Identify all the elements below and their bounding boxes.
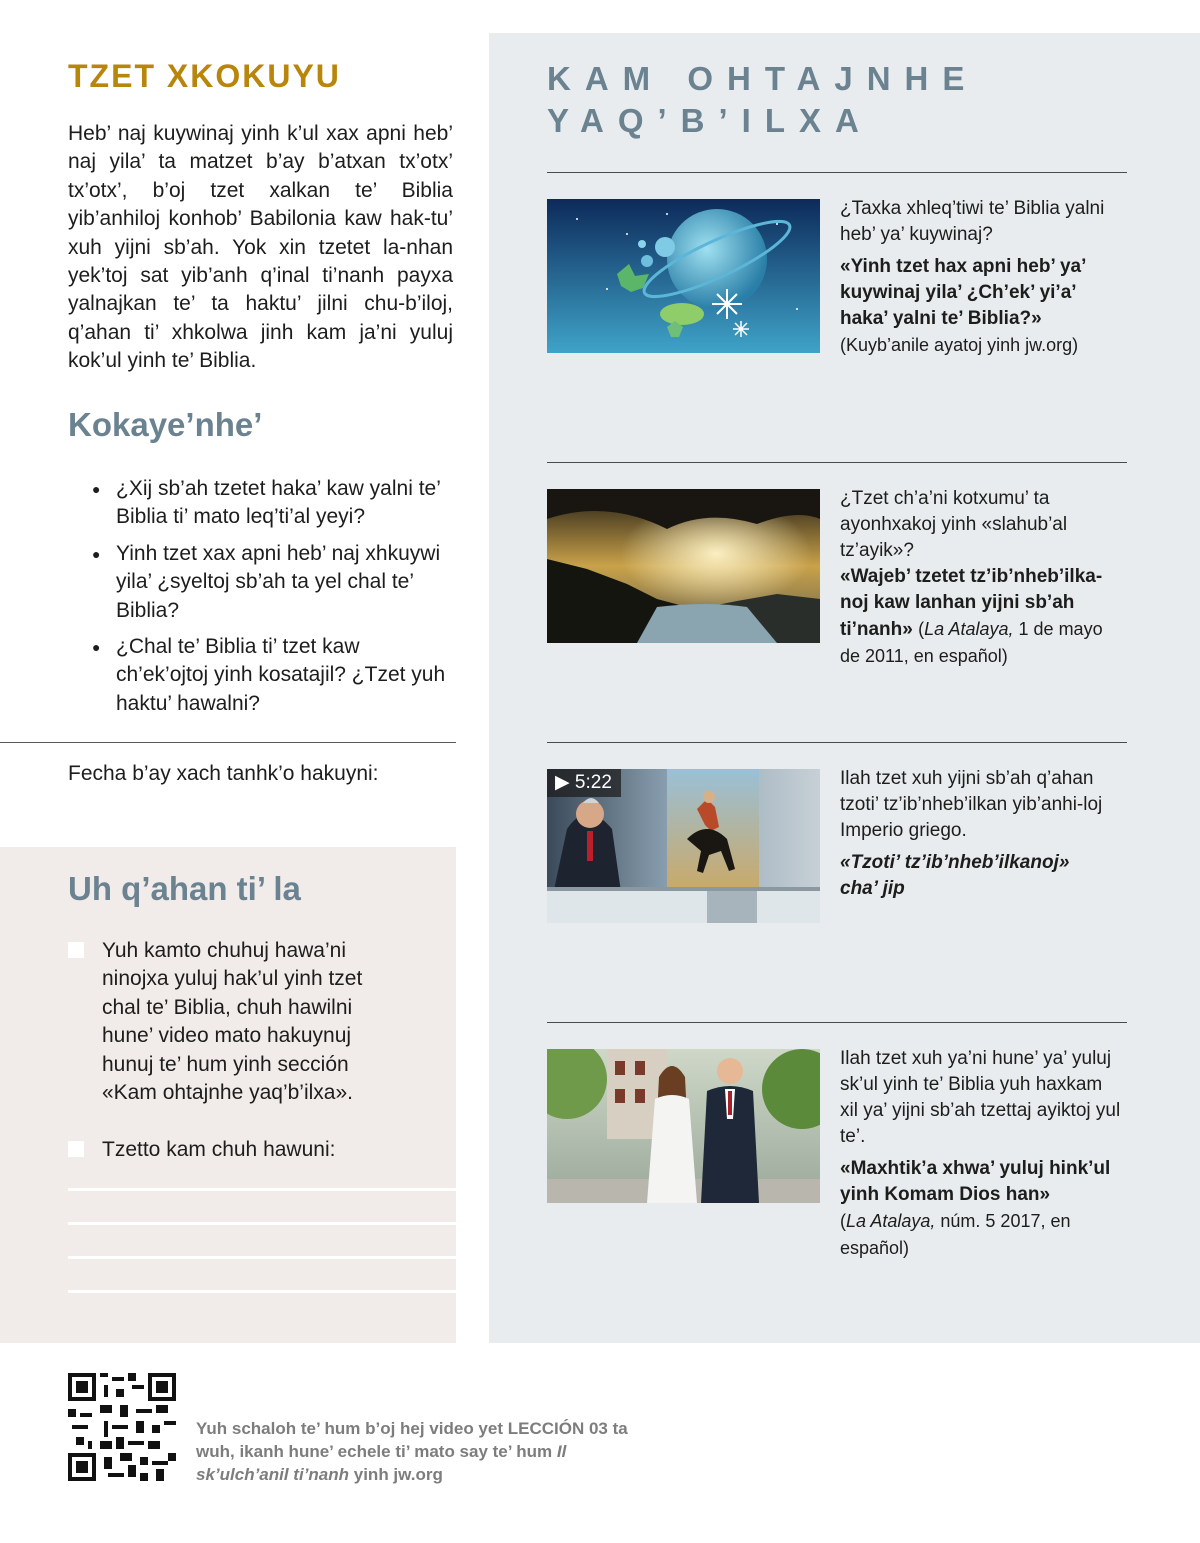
publication-title: La Atalaya, [924, 619, 1014, 639]
explore-question: Ilah tzet xuh yijni sb’ah q’ahan tzoti’ tz’ib’nheb’ilkan yib’anhi-loj Imperio griego. [840, 768, 1103, 841]
explore-question: Ilah tzet xuh ya’ni hune’ ya’ yuluj sk’ul yinh te’ Biblia yuh haxkam xil ya’ yijni sb’ah tzettaj ayiktoj yul te’. [840, 1048, 1121, 1147]
summary-text: Heb’ naj kuywinaj yinh k’ul xax apni heb’ naj yila’ ta matzet b’ay b’atxan tx’otx’ tx’otx’, b’oj tzet xalkan te’ Biblia yib’anhiloj konhob’ Babilonia kaw hak-tu’ xuh yijni sb’ah. Yok xin tzetet la-nhan yek’toj sat yib’anh q’inal ti’nanh payxa yalnajkan te’ ta haktu’ jilni chu-b’iloj, q’ahan ti’ xhkolwa jinh kam ja’ni yuluj kok’ul yinh te’ Biblia. [68, 122, 453, 373]
writing-line[interactable] [68, 1188, 456, 1191]
writing-line[interactable] [68, 1256, 456, 1259]
checkbox[interactable] [68, 942, 84, 958]
review-question: ● Yinh tzet xax apni heb’ naj xhkuywi yila’ ¿syeltoj sb’ah ta yel chal te’ Biblia? [92, 540, 452, 625]
review-title: Kokaye’nhe’ [68, 406, 263, 443]
explore-reference-suffix: cha’ jip [840, 878, 905, 899]
divider [547, 172, 1127, 173]
review-question: ● ¿Chal te’ Biblia ti’ tzet kaw ch’ek’ojtoj yinh kosatajil? ¿Tzet yuh haktu’ hawalni? [92, 633, 452, 718]
video-duration: 5:22 [574, 772, 612, 793]
divider [547, 1022, 1127, 1023]
footer-text: Yuh schaloh te’ hum b’oj hej video yet LECCIÓN 03 ta wuh, ikanh hune’ echele ti’ mato say te’ hum Il sk’ulch’anil ti’nanh yinh jw.org [196, 1419, 628, 1484]
divider [547, 462, 1127, 463]
challenge-title: Uh q’ahan ti’ la [68, 870, 301, 907]
explore-title: KAM OHTAJNHE YAQ’B’ILXA [547, 60, 979, 139]
publication-title: Il sk’ulch’anil ti’nanh [196, 1442, 567, 1484]
play-icon: ▶ [555, 772, 570, 793]
explore-reference-link[interactable]: «Maxhtik’a xhwa’ yuluj hink’ul yinh Komam Dios han» [840, 1158, 1111, 1205]
writing-line[interactable] [68, 1290, 456, 1293]
challenge-item-text: Yuh kamto chuhuj hawa’ni ninojxa yuluj hak’ul yinh tzet chal te’ Biblia, chuh hawilni hune’ video mato hakuynuj hunuj te’ hum yinh sección «Kam ohtajnhe yaq’b’ilxa». [102, 939, 363, 1105]
explore-source: (La Atalaya, núm. 5 2017, en español) [840, 1211, 1071, 1258]
explore-question: ¿Tzet ch’a’ni kotxumu’ ta ayonhxakoj yinh «slahub’al tz’ayik»? [840, 488, 1068, 561]
father-daughter-walking-image[interactable] [547, 1049, 820, 1203]
divider [0, 742, 456, 743]
explore-source: (Kuyb’anile ayatoj yinh jw.org) [840, 335, 1079, 355]
completion-date-label: Fecha b’ay xach tanhk’o hakuyni: [68, 762, 379, 785]
publication-title: La Atalaya, [846, 1211, 936, 1231]
explore-reference-link[interactable]: «Wajeb’ tzetet tz’ib’nheb’ilka-noj kaw lanhan yijni sb’ah ti’nanh» [840, 566, 1103, 640]
summary-title: TZET XKOKUYU [68, 58, 341, 94]
explore-item-caption [840, 766, 1125, 902]
planet-leaves-snowflake-image[interactable] [547, 199, 820, 353]
writing-line[interactable] [68, 1222, 456, 1225]
explore-reference-link[interactable]: «Yinh tzet hax apni heb’ ya’ kuywinaj yila’ ¿Ch’ek’ yi’a’ haka’ yalni te’ Biblia?» [840, 256, 1086, 329]
explore-item-caption [840, 1046, 1125, 1262]
explore-reference-link[interactable]: «Tzoti’ tz’ib’nheb’ilkanoj» [840, 852, 1070, 873]
challenge-item-text: Tzetto kam chuh hawuni: [102, 1138, 336, 1161]
news-presenter-horseman-image[interactable] [547, 769, 820, 923]
stormy-sky-river-image[interactable] [547, 489, 820, 643]
explore-question: ¿Taxka xhleq’tiwi te’ Biblia yalni heb’ ya’ kuywinaj? [840, 198, 1105, 245]
explore-item-caption [840, 196, 1125, 359]
review-list [92, 475, 452, 726]
qr-code-icon[interactable] [68, 1373, 176, 1481]
checkbox[interactable] [68, 1141, 84, 1157]
review-question: ● ¿Xij sb’ah tzetet haka’ kaw yalni te’ Biblia ti’ mato leq’ti’al yeyi? [92, 475, 452, 532]
explore-item-caption [840, 486, 1125, 670]
explore-source: (La Atalaya, 1 de mayo de 2011, en español) [840, 619, 1103, 666]
divider [547, 742, 1127, 743]
video-duration-badge [547, 769, 621, 797]
